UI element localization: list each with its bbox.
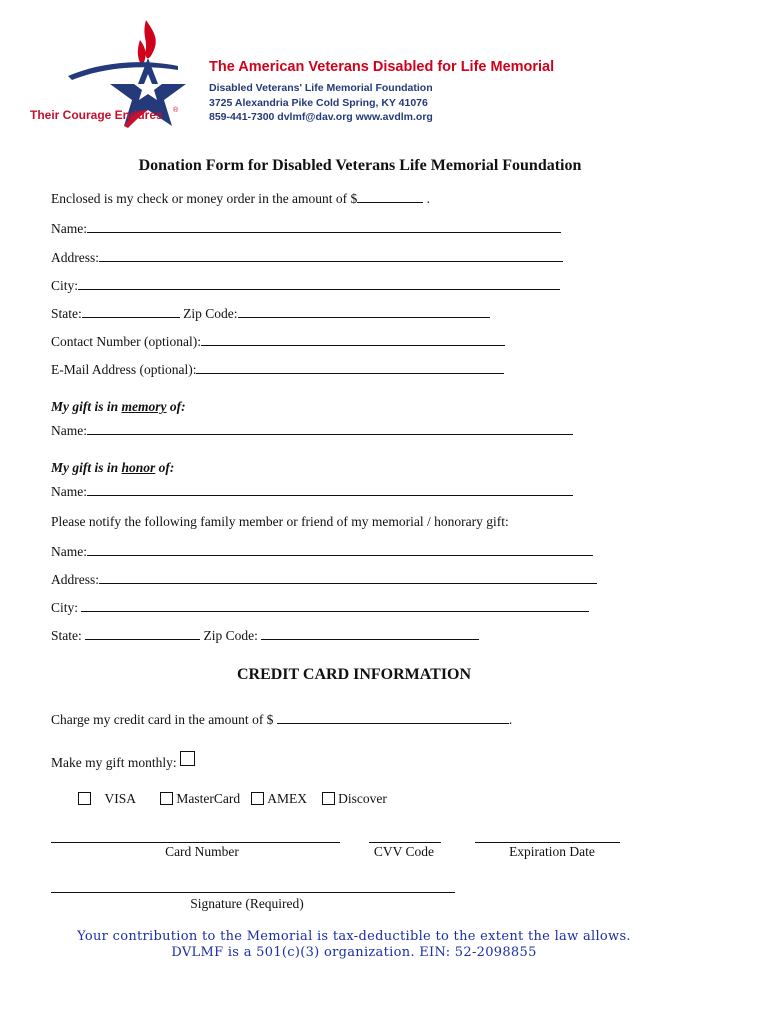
- memory-name-row: [51, 422, 573, 439]
- honor-heading: [51, 460, 174, 476]
- charge-row: [51, 711, 512, 728]
- cvv-field[interactable]: [369, 842, 441, 843]
- address-label: Address:: [51, 250, 99, 265]
- card-number-label: Card Number: [165, 844, 239, 859]
- enclosed-period: .: [426, 191, 431, 206]
- contact-row: [51, 333, 505, 350]
- email-row: [51, 361, 504, 378]
- visa-label: VISA: [104, 791, 136, 806]
- state-label: State:: [51, 306, 82, 321]
- city-row: [51, 277, 560, 294]
- notify-zip-label: Zip Code:: [203, 628, 258, 643]
- notify-text: Please notify the following family member or friend of my memorial / honorary gift:: [51, 514, 509, 529]
- charge-label: Charge my credit card in the amount of $: [51, 712, 274, 727]
- credit-card-heading: CREDIT CARD INFORMATION: [236, 666, 472, 683]
- city-label: City:: [51, 278, 79, 293]
- memory-name-field[interactable]: [87, 422, 573, 435]
- notify-state-field[interactable]: [85, 627, 200, 640]
- tax-deductible-note: Your contribution to the Memorial is tax-deductible to the extent the law allows.: [77, 929, 631, 944]
- form-title: Donation Form for Disabled Veterans Life Memorial Foundation: [138, 157, 582, 174]
- notify-address-row: [51, 571, 597, 588]
- honor-name-label: Name:: [51, 484, 87, 499]
- registered-mark: ®: [173, 107, 179, 114]
- name-field[interactable]: [87, 220, 561, 233]
- mastercard-label: MasterCard: [176, 791, 241, 806]
- notify-name-field[interactable]: [87, 543, 593, 556]
- expiration-label: Expiration Date: [509, 844, 595, 859]
- contact-label: Contact Number (optional):: [51, 334, 201, 349]
- flame-icon: [144, 20, 155, 58]
- honor-name-field[interactable]: [87, 483, 573, 496]
- notify-address-field[interactable]: [99, 571, 597, 584]
- honor-name-row: [51, 483, 573, 500]
- notify-zip-field[interactable]: [261, 627, 479, 640]
- expiration-field[interactable]: [475, 842, 620, 843]
- memory-word: memory: [121, 399, 167, 414]
- notify-state-label: State:: [51, 628, 82, 643]
- notify-address-label: Address:: [51, 572, 99, 587]
- signature-field[interactable]: [51, 892, 455, 893]
- ein-note: DVLMF is a 501(c)(3) organization. EIN: 52-2098855: [171, 945, 537, 960]
- charge-period: .: [508, 712, 513, 727]
- honor-word: honor: [121, 460, 156, 475]
- notify-name-label: Name:: [51, 544, 87, 559]
- notify-name-row: [51, 543, 593, 560]
- amex-checkbox[interactable]: [251, 792, 264, 805]
- org-contact: 859-441-7300 dvlmf@dav.org www.avdlm.org: [209, 111, 433, 123]
- honor-prefix: My gift is in: [51, 460, 122, 475]
- address-field[interactable]: [99, 249, 563, 262]
- memory-heading: [51, 399, 186, 415]
- state-field[interactable]: [82, 305, 180, 318]
- signature-label: Signature (Required): [190, 896, 304, 911]
- org-title: The American Veterans Disabled for Life Memorial: [209, 59, 555, 75]
- name-label: Name:: [51, 221, 87, 236]
- memory-suffix: of:: [166, 399, 186, 414]
- zip-label: Zip Code:: [183, 306, 238, 321]
- memory-prefix: My gift is in: [51, 399, 122, 414]
- monthly-checkbox[interactable]: [180, 751, 195, 766]
- mastercard-checkbox[interactable]: [160, 792, 173, 805]
- cvv-label: CVV Code: [373, 844, 435, 859]
- foundation-name: Disabled Veterans' Life Memorial Foundation: [209, 82, 433, 94]
- contact-field[interactable]: [201, 333, 505, 346]
- card-type-row: [78, 791, 387, 807]
- email-label: E-Mail Address (optional):: [51, 362, 197, 377]
- amex-label: AMEX: [267, 791, 307, 806]
- honor-suffix: of:: [155, 460, 175, 475]
- enclosed-amount-field[interactable]: [357, 190, 423, 203]
- charge-amount-field[interactable]: [277, 711, 509, 724]
- enclosed-label: Enclosed is my check or money order in the amount of $: [51, 191, 358, 206]
- notify-city-row: [51, 599, 589, 616]
- state-zip-row: [51, 305, 490, 322]
- card-number-field[interactable]: [51, 842, 340, 843]
- zip-field[interactable]: [238, 305, 490, 318]
- discover-checkbox[interactable]: [322, 792, 335, 805]
- visa-checkbox[interactable]: [78, 792, 91, 805]
- notify-city-label: City:: [51, 600, 79, 615]
- email-field[interactable]: [196, 361, 504, 374]
- discover-label: Discover: [338, 791, 387, 806]
- monthly-row: [51, 751, 195, 771]
- enclosed-amount-row: [51, 190, 430, 207]
- name-row: [51, 220, 561, 237]
- org-address: 3725 Alexandria Pike Cold Spring, KY 41076: [209, 97, 428, 109]
- notify-city-field[interactable]: [81, 599, 589, 612]
- notify-state-zip-row: [51, 627, 479, 644]
- monthly-label: Make my gift monthly:: [51, 755, 177, 770]
- logo-tagline: Their Courage Endures: [30, 108, 163, 122]
- address-row: [51, 249, 563, 266]
- city-field[interactable]: [78, 277, 560, 290]
- memory-name-label: Name:: [51, 423, 87, 438]
